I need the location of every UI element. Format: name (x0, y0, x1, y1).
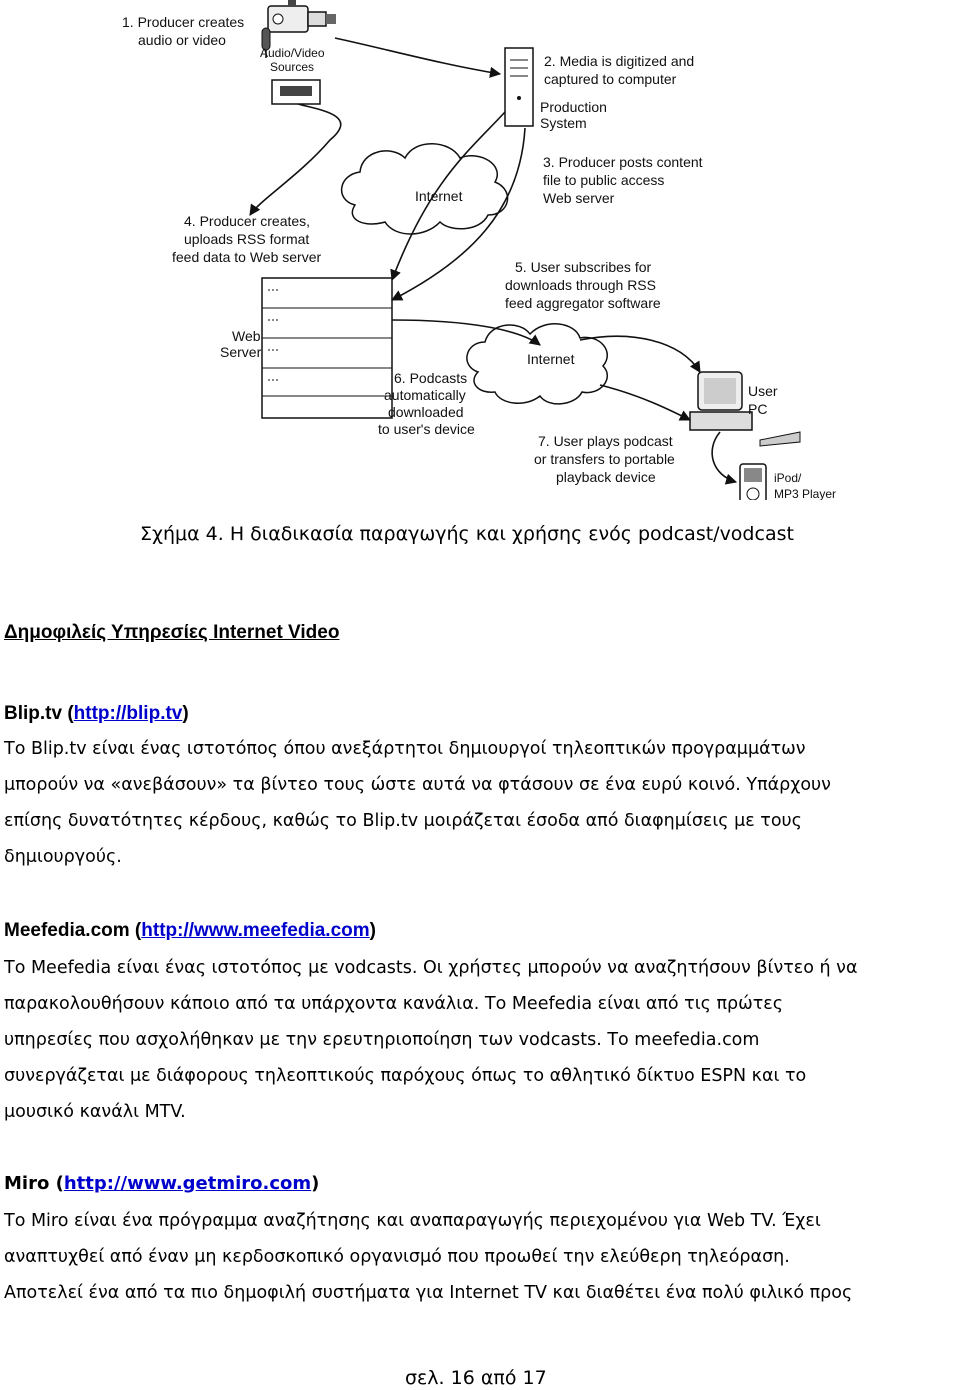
figure-caption: Σχήμα 4. Η διαδικασία παραγωγής και χρήσης ενός podcast/vodcast (140, 523, 794, 545)
miro-paragraph (4, 1203, 958, 1311)
step6-label: downloaded (388, 404, 464, 420)
web-server-label: Server (220, 344, 262, 360)
text-line: υπηρεσίες που ασχολήθηκαν με την ερευτηριοποίηση των vodcasts. Το meefedia.com (4, 1030, 760, 1050)
text-line: δημιουργούς. (4, 847, 122, 867)
step2-label: 2. Media is digitized and (544, 53, 695, 69)
step6-label: 6. Podcasts (394, 370, 468, 386)
internet-label-2: Internet (527, 351, 575, 367)
step1-label: audio or video (138, 32, 226, 48)
user-pc-label: PC (748, 401, 768, 417)
user-pc-label: User (748, 383, 778, 399)
ipod-label: MP3 Player (774, 487, 837, 500)
blip-link[interactable]: http://blip.tv (73, 703, 183, 724)
text-line: Το Meefedia είναι ένας ιστοτόπος με vodcasts. Οι χρήστες μπορούν να αναζητήσουν βίντεο ή να (4, 958, 858, 978)
text-line: αναπτυχθεί από έναν μη κερδοσκοπικό οργανισμό που προωθεί την ελεύθερη τηλεόραση. (4, 1247, 790, 1267)
step5-label: feed aggregator software (505, 295, 661, 311)
ipod-label: iPod/ (774, 471, 802, 485)
step7-label: playback device (556, 469, 656, 485)
text-line: Το Miro είναι ένα πρόγραμμα αναζήτησης και αναπαραγωγής περιεχομένου για Web TV. Έχει (4, 1211, 821, 1231)
miro-link[interactable]: http://www.getmiro.com (63, 1173, 312, 1194)
section-heading: Δημοφιλείς Υπηρεσίες Internet Video (4, 622, 340, 643)
text-line: συνεργάζεται με διάφορους τηλεοπτικούς παρόχους όπως το αθλητικό δίκτυο ESPN και το (4, 1066, 807, 1086)
step7-label: or transfers to portable (534, 451, 675, 467)
production-label: System (540, 115, 587, 131)
user-pc-icon (690, 372, 800, 446)
meefedia-heading: Meefedia.com (http://www.meefedia.com) (4, 920, 376, 941)
podcast-process-diagram (0, 0, 960, 500)
text-line: μουσικό κανάλι MTV. (4, 1102, 186, 1122)
step3-label: Web server (543, 190, 615, 206)
step5-label: 5. User subscribes for (515, 259, 652, 275)
sources-label: Sources (270, 60, 315, 74)
step1-label: 1. Producer creates (122, 14, 245, 30)
step4-label: feed data to Web server (172, 249, 322, 265)
blip-name: Blip.tv (4, 703, 63, 724)
step6-label: automatically (384, 387, 466, 403)
step7-label: 7. User plays podcast (538, 433, 673, 449)
blip-heading: Blip.tv (http://blip.tv) (4, 703, 189, 724)
meefedia-paragraph (4, 950, 958, 1130)
step3-label: 3. Producer posts content (543, 154, 703, 170)
step5-label: downloads through RSS (505, 277, 656, 293)
production-label: Production (540, 99, 607, 115)
page-number: σελ. 16 από 17 (405, 1367, 547, 1389)
step4-label: uploads RSS format (184, 231, 310, 247)
text-line: μπορούν να «ανεβάσουν» τα βίντεο τους ώστε αυτά να φτάσουν σε ένα ευρύ κοινό. Υπάρχουν (4, 775, 831, 795)
step3-label: file to public access (543, 172, 665, 188)
video-camera-icon (268, 0, 336, 32)
ipod-icon (740, 464, 766, 500)
step4-label: 4. Producer creates, (184, 213, 311, 229)
miro-heading: Miro (http://www.getmiro.com) (4, 1173, 320, 1194)
text-line: επίσης δυνατότητες κέρδους, καθώς το Blip.tv μοιράζεται έσοδα από διαφημίσεις με τους (4, 811, 802, 831)
cassette-icon (272, 80, 320, 104)
meefedia-link[interactable]: http://www.meefedia.com (141, 920, 370, 941)
text-line: παρακολουθήσουν κάποιο από τα υπάρχοντα κανάλια. Το Meefedia είναι από τις πρώτες (4, 994, 784, 1014)
blip-paragraph (4, 731, 958, 875)
web-server-label: Web (232, 328, 261, 344)
meefedia-name: Meefedia.com (4, 920, 130, 941)
miro-name: Miro (4, 1173, 50, 1194)
text-line: Αποτελεί ένα από τα πιο δημοφιλή συστήματα για Internet TV και διαθέτει ένα πολύ φιλικό προς (4, 1283, 853, 1303)
production-computer-icon (505, 48, 533, 126)
text-line: Το Blip.tv είναι ένας ιστοτόπος όπου ανεξάρτητοι δημιουργοί τηλεοπτικών προγραμμάτων (4, 739, 806, 759)
web-server-icon (262, 278, 392, 418)
sources-label: Audio/Video (260, 46, 325, 60)
step2-label: captured to computer (544, 71, 677, 87)
step6-label: to user's device (378, 421, 475, 437)
internet-label-1: Internet (415, 188, 463, 204)
